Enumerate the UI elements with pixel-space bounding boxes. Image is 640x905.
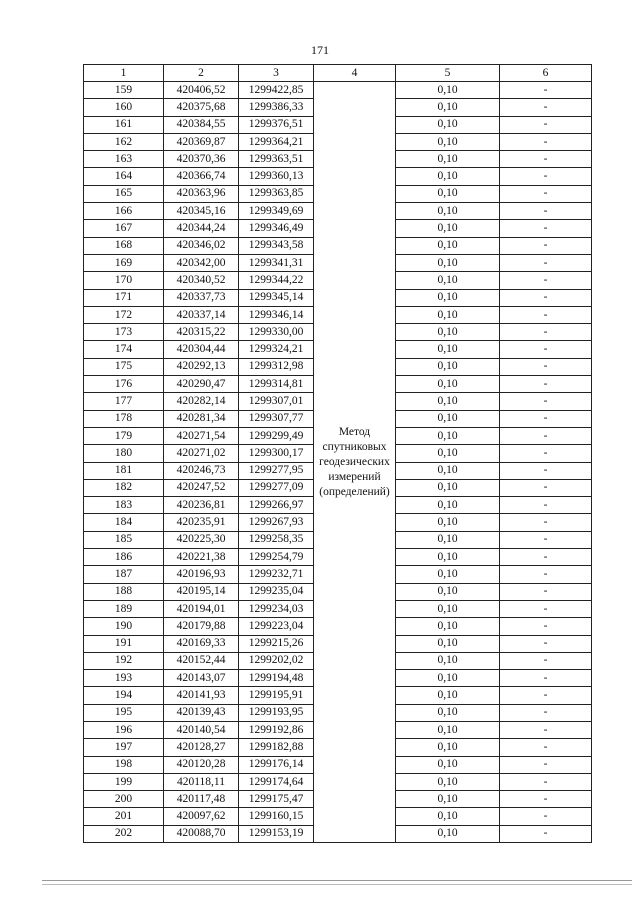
accuracy-cell: 0,10 bbox=[396, 652, 500, 669]
x-coordinate-cell: 420292,13 bbox=[164, 358, 239, 375]
accuracy-cell: 0,10 bbox=[396, 531, 500, 548]
accuracy-cell: 0,10 bbox=[396, 82, 500, 99]
accuracy-cell: 0,10 bbox=[396, 635, 500, 652]
point-number-cell: 179 bbox=[84, 427, 164, 444]
description-cell: - bbox=[500, 670, 592, 687]
y-coordinate-cell: 1299376,51 bbox=[239, 116, 314, 133]
y-coordinate-cell: 1299235,04 bbox=[239, 583, 314, 600]
point-number-cell: 190 bbox=[84, 618, 164, 635]
x-coordinate-cell: 420271,02 bbox=[164, 445, 239, 462]
description-cell: - bbox=[500, 99, 592, 116]
accuracy-cell: 0,10 bbox=[396, 791, 500, 808]
accuracy-cell: 0,10 bbox=[396, 272, 500, 289]
description-cell: - bbox=[500, 514, 592, 531]
accuracy-cell: 0,10 bbox=[396, 808, 500, 825]
y-coordinate-cell: 1299343,58 bbox=[239, 237, 314, 254]
point-number-cell: 177 bbox=[84, 393, 164, 410]
x-coordinate-cell: 420340,52 bbox=[164, 272, 239, 289]
x-coordinate-cell: 420271,54 bbox=[164, 427, 239, 444]
point-number-cell: 182 bbox=[84, 479, 164, 496]
accuracy-cell: 0,10 bbox=[396, 773, 500, 790]
y-coordinate-cell: 1299349,69 bbox=[239, 203, 314, 220]
description-cell: - bbox=[500, 549, 592, 566]
description-cell: - bbox=[500, 410, 592, 427]
x-coordinate-cell: 420140,54 bbox=[164, 721, 239, 738]
description-cell: - bbox=[500, 721, 592, 738]
table-header-row bbox=[84, 65, 592, 82]
description-cell: - bbox=[500, 272, 592, 289]
x-coordinate-cell: 420236,81 bbox=[164, 497, 239, 514]
header-cell: 3 bbox=[239, 65, 314, 82]
x-coordinate-cell: 420120,28 bbox=[164, 756, 239, 773]
y-coordinate-cell: 1299232,71 bbox=[239, 566, 314, 583]
x-coordinate-cell: 420088,70 bbox=[164, 825, 239, 842]
description-cell: - bbox=[500, 341, 592, 358]
accuracy-cell: 0,10 bbox=[396, 376, 500, 393]
point-number-cell: 162 bbox=[84, 133, 164, 150]
accuracy-cell: 0,10 bbox=[396, 185, 500, 202]
x-coordinate-cell: 420196,93 bbox=[164, 566, 239, 583]
point-number-cell: 197 bbox=[84, 739, 164, 756]
accuracy-cell: 0,10 bbox=[396, 133, 500, 150]
x-coordinate-cell: 420346,02 bbox=[164, 237, 239, 254]
description-cell: - bbox=[500, 652, 592, 669]
description-cell: - bbox=[500, 393, 592, 410]
point-number-cell: 196 bbox=[84, 721, 164, 738]
description-cell: - bbox=[500, 687, 592, 704]
y-coordinate-cell: 1299234,03 bbox=[239, 600, 314, 617]
description-cell: - bbox=[500, 756, 592, 773]
accuracy-cell: 0,10 bbox=[396, 825, 500, 842]
point-number-cell: 194 bbox=[84, 687, 164, 704]
y-coordinate-cell: 1299300,17 bbox=[239, 445, 314, 462]
accuracy-cell: 0,10 bbox=[396, 220, 500, 237]
y-coordinate-cell: 1299194,48 bbox=[239, 670, 314, 687]
point-number-cell: 169 bbox=[84, 254, 164, 271]
description-cell: - bbox=[500, 324, 592, 341]
x-coordinate-cell: 420152,44 bbox=[164, 652, 239, 669]
x-coordinate-cell: 420384,55 bbox=[164, 116, 239, 133]
x-coordinate-cell: 420281,34 bbox=[164, 410, 239, 427]
x-coordinate-cell: 420169,33 bbox=[164, 635, 239, 652]
y-coordinate-cell: 1299175,47 bbox=[239, 791, 314, 808]
point-number-cell: 195 bbox=[84, 704, 164, 721]
y-coordinate-cell: 1299202,02 bbox=[239, 652, 314, 669]
y-coordinate-cell: 1299386,33 bbox=[239, 99, 314, 116]
accuracy-cell: 0,10 bbox=[396, 549, 500, 566]
y-coordinate-cell: 1299277,95 bbox=[239, 462, 314, 479]
accuracy-cell: 0,10 bbox=[396, 341, 500, 358]
point-number-cell: 174 bbox=[84, 341, 164, 358]
scan-edge bbox=[42, 880, 632, 885]
header-cell: 6 bbox=[500, 65, 592, 82]
y-coordinate-cell: 1299195,91 bbox=[239, 687, 314, 704]
description-cell: - bbox=[500, 168, 592, 185]
y-coordinate-cell: 1299182,88 bbox=[239, 739, 314, 756]
y-coordinate-cell: 1299422,85 bbox=[239, 82, 314, 99]
description-cell: - bbox=[500, 808, 592, 825]
y-coordinate-cell: 1299215,26 bbox=[239, 635, 314, 652]
x-coordinate-cell: 420128,27 bbox=[164, 739, 239, 756]
y-coordinate-cell: 1299345,14 bbox=[239, 289, 314, 306]
point-number-cell: 167 bbox=[84, 220, 164, 237]
description-cell: - bbox=[500, 254, 592, 271]
accuracy-cell: 0,10 bbox=[396, 427, 500, 444]
accuracy-cell: 0,10 bbox=[396, 116, 500, 133]
point-number-cell: 176 bbox=[84, 376, 164, 393]
description-cell: - bbox=[500, 531, 592, 548]
header-cell: 5 bbox=[396, 65, 500, 82]
accuracy-cell: 0,10 bbox=[396, 306, 500, 323]
accuracy-cell: 0,10 bbox=[396, 168, 500, 185]
description-cell: - bbox=[500, 497, 592, 514]
x-coordinate-cell: 420117,48 bbox=[164, 791, 239, 808]
description-cell: - bbox=[500, 635, 592, 652]
point-number-cell: 184 bbox=[84, 514, 164, 531]
point-number-cell: 202 bbox=[84, 825, 164, 842]
method-text-line: Метод bbox=[338, 425, 371, 438]
point-number-cell: 180 bbox=[84, 445, 164, 462]
description-cell: - bbox=[500, 203, 592, 220]
accuracy-cell: 0,10 bbox=[396, 151, 500, 168]
description-cell: - bbox=[500, 82, 592, 99]
accuracy-cell: 0,10 bbox=[396, 462, 500, 479]
point-number-cell: 199 bbox=[84, 773, 164, 790]
description-cell: - bbox=[500, 133, 592, 150]
y-coordinate-cell: 1299176,14 bbox=[239, 756, 314, 773]
header-cell: 2 bbox=[164, 65, 239, 82]
point-number-cell: 198 bbox=[84, 756, 164, 773]
y-coordinate-cell: 1299330,00 bbox=[239, 324, 314, 341]
point-number-cell: 185 bbox=[84, 531, 164, 548]
point-number-cell: 183 bbox=[84, 497, 164, 514]
x-coordinate-cell: 420375,68 bbox=[164, 99, 239, 116]
accuracy-cell: 0,10 bbox=[396, 324, 500, 341]
accuracy-cell: 0,10 bbox=[396, 687, 500, 704]
x-coordinate-cell: 420194,01 bbox=[164, 600, 239, 617]
y-coordinate-cell: 1299266,97 bbox=[239, 497, 314, 514]
y-coordinate-cell: 1299346,14 bbox=[239, 306, 314, 323]
x-coordinate-cell: 420225,30 bbox=[164, 531, 239, 548]
point-number-cell: 161 bbox=[84, 116, 164, 133]
x-coordinate-cell: 420195,14 bbox=[164, 583, 239, 600]
accuracy-cell: 0,10 bbox=[396, 393, 500, 410]
description-cell: - bbox=[500, 566, 592, 583]
y-coordinate-cell: 1299344,22 bbox=[239, 272, 314, 289]
point-number-cell: 178 bbox=[84, 410, 164, 427]
point-number-cell: 166 bbox=[84, 203, 164, 220]
method-cell bbox=[314, 82, 396, 843]
y-coordinate-cell: 1299153,19 bbox=[239, 825, 314, 842]
accuracy-cell: 0,10 bbox=[396, 237, 500, 254]
description-cell: - bbox=[500, 237, 592, 254]
point-number-cell: 168 bbox=[84, 237, 164, 254]
description-cell: - bbox=[500, 618, 592, 635]
accuracy-cell: 0,10 bbox=[396, 479, 500, 496]
x-coordinate-cell: 420139,43 bbox=[164, 704, 239, 721]
x-coordinate-cell: 420370,36 bbox=[164, 151, 239, 168]
description-cell: - bbox=[500, 116, 592, 133]
x-coordinate-cell: 420143,07 bbox=[164, 670, 239, 687]
accuracy-cell: 0,10 bbox=[396, 739, 500, 756]
y-coordinate-cell: 1299346,49 bbox=[239, 220, 314, 237]
point-number-cell: 170 bbox=[84, 272, 164, 289]
description-cell: - bbox=[500, 151, 592, 168]
accuracy-cell: 0,10 bbox=[396, 566, 500, 583]
y-coordinate-cell: 1299363,85 bbox=[239, 185, 314, 202]
x-coordinate-cell: 420342,00 bbox=[164, 254, 239, 271]
accuracy-cell: 0,10 bbox=[396, 600, 500, 617]
coordinates-table bbox=[83, 64, 592, 843]
x-coordinate-cell: 420282,14 bbox=[164, 393, 239, 410]
description-cell: - bbox=[500, 220, 592, 237]
accuracy-cell: 0,10 bbox=[396, 618, 500, 635]
point-number-cell: 201 bbox=[84, 808, 164, 825]
method-text-line: (определений) bbox=[319, 485, 390, 498]
x-coordinate-cell: 420141,93 bbox=[164, 687, 239, 704]
y-coordinate-cell: 1299223,04 bbox=[239, 618, 314, 635]
accuracy-cell: 0,10 bbox=[396, 704, 500, 721]
y-coordinate-cell: 1299299,49 bbox=[239, 427, 314, 444]
y-coordinate-cell: 1299258,35 bbox=[239, 531, 314, 548]
x-coordinate-cell: 420118,11 bbox=[164, 773, 239, 790]
x-coordinate-cell: 420345,16 bbox=[164, 203, 239, 220]
description-cell: - bbox=[500, 445, 592, 462]
description-cell: - bbox=[500, 185, 592, 202]
point-number-cell: 188 bbox=[84, 583, 164, 600]
accuracy-cell: 0,10 bbox=[396, 289, 500, 306]
point-number-cell: 193 bbox=[84, 670, 164, 687]
x-coordinate-cell: 420097,62 bbox=[164, 808, 239, 825]
point-number-cell: 159 bbox=[84, 82, 164, 99]
accuracy-cell: 0,10 bbox=[396, 410, 500, 427]
description-cell: - bbox=[500, 427, 592, 444]
x-coordinate-cell: 420369,87 bbox=[164, 133, 239, 150]
point-number-cell: 165 bbox=[84, 185, 164, 202]
header-cell: 1 bbox=[84, 65, 164, 82]
accuracy-cell: 0,10 bbox=[396, 445, 500, 462]
point-number-cell: 181 bbox=[84, 462, 164, 479]
x-coordinate-cell: 420179,88 bbox=[164, 618, 239, 635]
table-body bbox=[84, 82, 592, 843]
x-coordinate-cell: 420366,74 bbox=[164, 168, 239, 185]
accuracy-cell: 0,10 bbox=[396, 358, 500, 375]
x-coordinate-cell: 420337,73 bbox=[164, 289, 239, 306]
point-number-cell: 175 bbox=[84, 358, 164, 375]
y-coordinate-cell: 1299267,93 bbox=[239, 514, 314, 531]
point-number-cell: 171 bbox=[84, 289, 164, 306]
x-coordinate-cell: 420363,96 bbox=[164, 185, 239, 202]
y-coordinate-cell: 1299160,15 bbox=[239, 808, 314, 825]
point-number-cell: 187 bbox=[84, 566, 164, 583]
point-number-cell: 164 bbox=[84, 168, 164, 185]
accuracy-cell: 0,10 bbox=[396, 670, 500, 687]
accuracy-cell: 0,10 bbox=[396, 99, 500, 116]
description-cell: - bbox=[500, 791, 592, 808]
x-coordinate-cell: 420290,47 bbox=[164, 376, 239, 393]
y-coordinate-cell: 1299314,81 bbox=[239, 376, 314, 393]
y-coordinate-cell: 1299277,09 bbox=[239, 479, 314, 496]
x-coordinate-cell: 420337,14 bbox=[164, 306, 239, 323]
x-coordinate-cell: 420246,73 bbox=[164, 462, 239, 479]
point-number-cell: 200 bbox=[84, 791, 164, 808]
point-number-cell: 186 bbox=[84, 549, 164, 566]
table-row bbox=[84, 82, 592, 99]
accuracy-cell: 0,10 bbox=[396, 497, 500, 514]
x-coordinate-cell: 420304,44 bbox=[164, 341, 239, 358]
y-coordinate-cell: 1299363,51 bbox=[239, 151, 314, 168]
accuracy-cell: 0,10 bbox=[396, 514, 500, 531]
page-number: 171 bbox=[311, 43, 329, 57]
description-cell: - bbox=[500, 773, 592, 790]
description-cell: - bbox=[500, 739, 592, 756]
point-number-cell: 173 bbox=[84, 324, 164, 341]
description-cell: - bbox=[500, 583, 592, 600]
method-text-line: спутниковых bbox=[322, 440, 387, 453]
point-number-cell: 189 bbox=[84, 600, 164, 617]
y-coordinate-cell: 1299307,01 bbox=[239, 393, 314, 410]
y-coordinate-cell: 1299174,64 bbox=[239, 773, 314, 790]
point-number-cell: 172 bbox=[84, 306, 164, 323]
description-cell: - bbox=[500, 306, 592, 323]
x-coordinate-cell: 420406,52 bbox=[164, 82, 239, 99]
description-cell: - bbox=[500, 376, 592, 393]
point-number-cell: 163 bbox=[84, 151, 164, 168]
description-cell: - bbox=[500, 600, 592, 617]
header-cell: 4 bbox=[314, 65, 396, 82]
method-text-line: измерений bbox=[328, 470, 381, 483]
y-coordinate-cell: 1299193,95 bbox=[239, 704, 314, 721]
x-coordinate-cell: 420344,24 bbox=[164, 220, 239, 237]
x-coordinate-cell: 420315,22 bbox=[164, 324, 239, 341]
x-coordinate-cell: 420235,91 bbox=[164, 514, 239, 531]
accuracy-cell: 0,10 bbox=[396, 721, 500, 738]
description-cell: - bbox=[500, 289, 592, 306]
y-coordinate-cell: 1299364,21 bbox=[239, 133, 314, 150]
y-coordinate-cell: 1299254,79 bbox=[239, 549, 314, 566]
description-cell: - bbox=[500, 479, 592, 496]
description-cell: - bbox=[500, 825, 592, 842]
point-number-cell: 192 bbox=[84, 652, 164, 669]
y-coordinate-cell: 1299312,98 bbox=[239, 358, 314, 375]
accuracy-cell: 0,10 bbox=[396, 203, 500, 220]
y-coordinate-cell: 1299360,13 bbox=[239, 168, 314, 185]
description-cell: - bbox=[500, 358, 592, 375]
y-coordinate-cell: 1299324,21 bbox=[239, 341, 314, 358]
point-number-cell: 160 bbox=[84, 99, 164, 116]
x-coordinate-cell: 420221,38 bbox=[164, 549, 239, 566]
y-coordinate-cell: 1299192,86 bbox=[239, 721, 314, 738]
y-coordinate-cell: 1299307,77 bbox=[239, 410, 314, 427]
point-number-cell: 191 bbox=[84, 635, 164, 652]
description-cell: - bbox=[500, 704, 592, 721]
accuracy-cell: 0,10 bbox=[396, 583, 500, 600]
y-coordinate-cell: 1299341,31 bbox=[239, 254, 314, 271]
x-coordinate-cell: 420247,52 bbox=[164, 479, 239, 496]
description-cell: - bbox=[500, 462, 592, 479]
accuracy-cell: 0,10 bbox=[396, 756, 500, 773]
accuracy-cell: 0,10 bbox=[396, 254, 500, 271]
method-text-line: геодезических bbox=[319, 455, 390, 468]
